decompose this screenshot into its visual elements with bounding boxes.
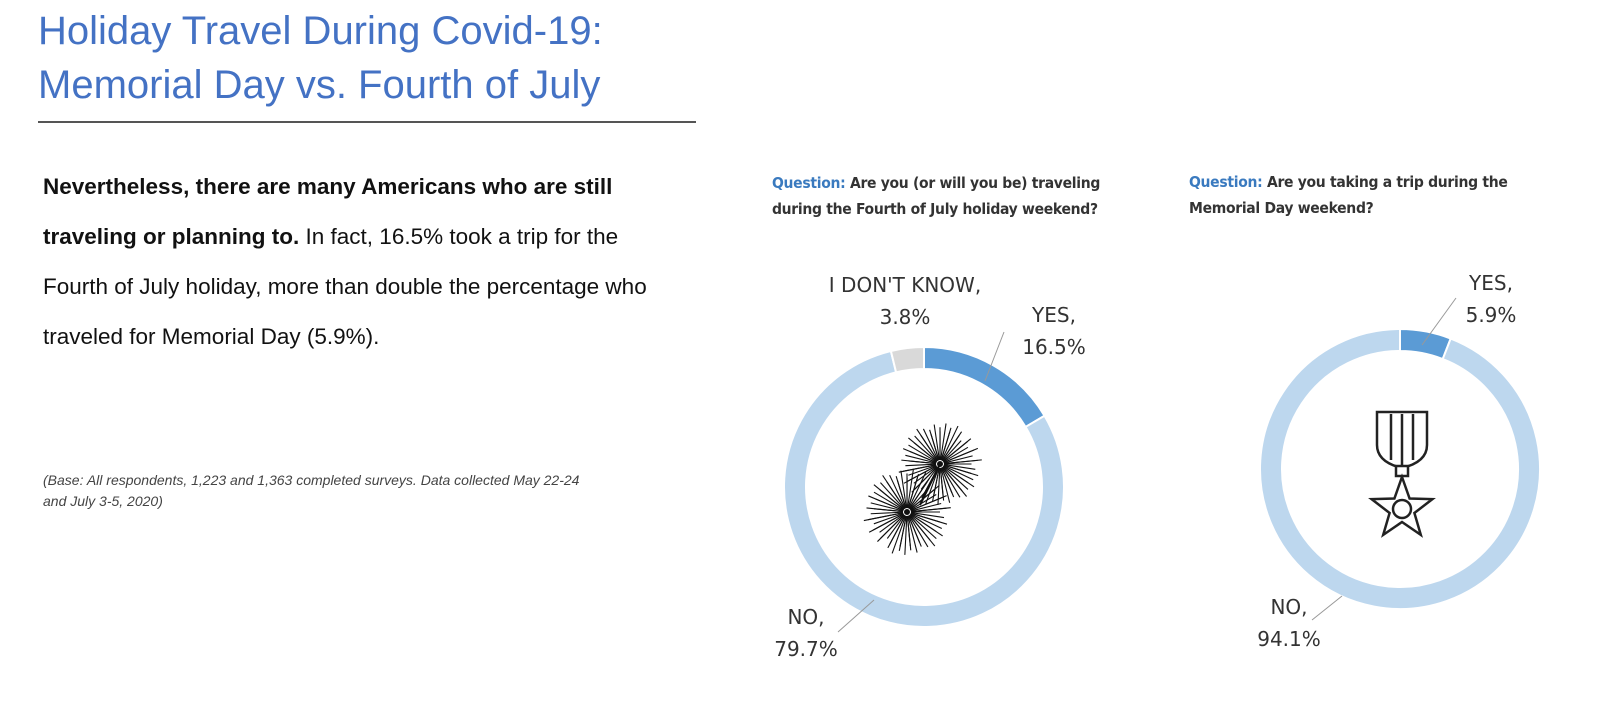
data-label-i-don-t-know: I DON'T KNOW,	[828, 273, 982, 297]
data-label-yes: YES,	[1469, 271, 1513, 295]
data-label-no: NO,	[1270, 595, 1308, 619]
question-text: Are you (or will you be) traveling during the Fourth of July holiday weekend?	[772, 174, 1101, 218]
title-line-1: Holiday Travel During Covid-19:	[38, 9, 603, 53]
fireworks-icon	[864, 423, 982, 554]
data-label-yes: YES,	[1032, 303, 1076, 327]
slice-i-don-t-know	[891, 347, 924, 372]
medal-icon	[1372, 412, 1433, 535]
summary-rest-text: In fact, 16.5% took a trip for the Fourth of July holiday, more than double the percentage who traveled for Memorial Day (5.9%).	[43, 224, 647, 349]
base-note: (Base: All respondents, 1,223 and 1,363 completed surveys. Data collected May 22-24 and July 3-5, 2020)	[43, 472, 580, 509]
summary-bold-text: Nevertheless, there are many Americans who are still traveling or planning to.	[43, 174, 613, 249]
leader-line-no	[1312, 596, 1342, 620]
data-value-no: 94.1%	[1257, 627, 1321, 651]
data-value-yes: 16.5%	[1022, 335, 1086, 359]
slice-yes	[1400, 329, 1451, 359]
data-value-yes: 5.9%	[1465, 303, 1517, 327]
question-label: Question:	[772, 174, 846, 192]
data-value-no: 79.7%	[774, 637, 838, 661]
question-label: Question:	[1189, 173, 1263, 191]
title-line-2: Memorial Day vs. Fourth of July	[38, 63, 601, 107]
data-value-i-don-t-know: 3.8%	[879, 305, 931, 329]
question-text: Are you taking a trip during the Memorial Day weekend?	[1189, 173, 1508, 217]
data-label-no: NO,	[787, 605, 825, 629]
